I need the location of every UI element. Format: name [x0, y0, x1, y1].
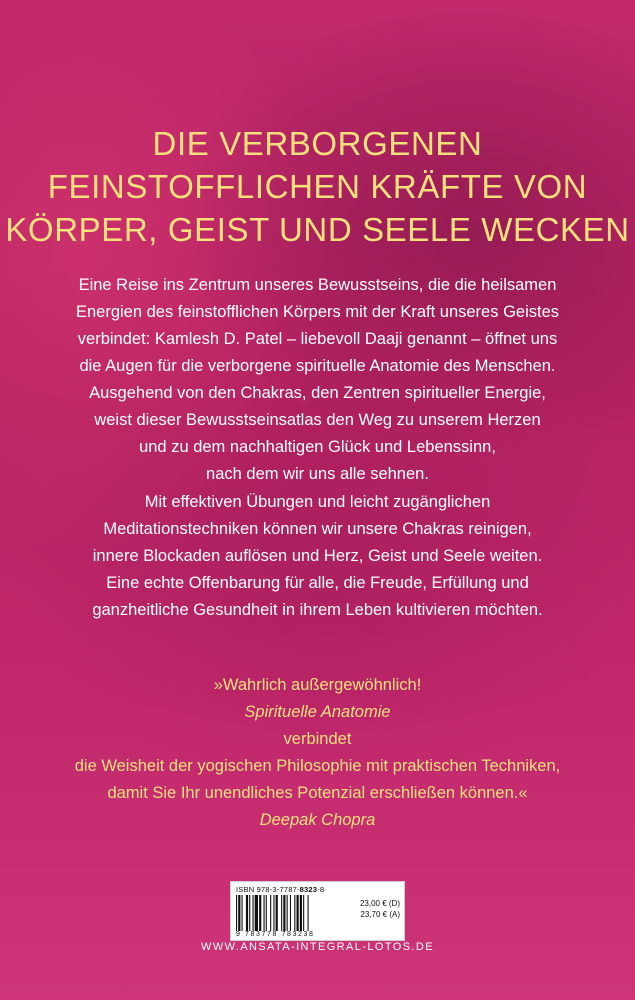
quote-author: Deepak Chopra	[259, 811, 376, 829]
quote-line	[0, 672, 635, 753]
quote-text: »Wahrlich außergewöhnlich!	[213, 676, 422, 694]
text-line: verbindet: Kamlesh D. Patel – liebevoll Daaji genannt – öffnet uns	[77, 330, 558, 348]
isbn-number: ISBN 978-3-7787-8323-8	[236, 885, 325, 894]
headline-line: FEINSTOFFLICHEN KRÄFTE VON	[47, 168, 588, 205]
text-line: Energien des feinstofflichen Körpers mit der Kraft unseres Geistes	[75, 303, 560, 321]
text-line: Eine Reise ins Zentrum unseres Bewusstseins, die die heilsamen	[78, 276, 557, 294]
text-line: Eine echte Offenbarung für alle, die Freude, Erfüllung und	[106, 574, 529, 592]
endorsement-quote	[0, 672, 635, 834]
headline	[0, 122, 635, 251]
quote-line: die Weisheit der yogischen Philosophie mit praktischen Techniken,	[74, 757, 561, 775]
barcode-digits: 9 783778 783238	[236, 931, 315, 938]
text-line: und zu dem nachhaltigen Glück und Lebenssinn,	[139, 438, 496, 456]
text-line: Ausgehend von den Chakras, den Zentren spiritueller Energie,	[89, 384, 546, 402]
price-austria: 23,70 € (A)	[360, 910, 400, 919]
text-line: Meditationstechniken können wir unsere Chakras reinigen,	[103, 520, 532, 538]
price-germany: 23,00 € (D)	[359, 899, 400, 908]
quote-line: damit Sie Ihr unendliches Potenzial erschließen können.«	[107, 784, 528, 802]
barcode-label	[230, 881, 405, 941]
text-line: Mit effektiven Übungen und leicht zugänglichen	[144, 493, 491, 511]
headline-line: DIE VERBORGENEN	[152, 125, 483, 162]
description-paragraph-1	[0, 272, 635, 488]
headline-line: KÖRPER, GEIST UND SEELE WECKEN	[5, 211, 630, 248]
text-line: ganzheitliche Gesundheit in ihrem Leben kultivieren möchten.	[92, 601, 543, 619]
text-line: die Augen für die verborgene spirituelle Anatomie des Menschen.	[79, 357, 556, 375]
publisher-website: WWW.ANSATA-INTEGRAL-LOTOS.DE	[201, 941, 434, 953]
quote-book-title: Spirituelle Anatomie	[244, 703, 391, 721]
text-line: innere Blockaden auflösen und Herz, Geist und Seele weiten.	[92, 547, 543, 565]
text-line: weist dieser Bewusstseinsatlas den Weg zu unserem Herzen	[94, 411, 541, 429]
quote-text: verbindet	[283, 730, 352, 748]
barcode-icon	[236, 895, 354, 931]
text-line: nach dem wir uns alle sehnen.	[206, 465, 429, 483]
description-paragraph-2	[0, 489, 635, 624]
